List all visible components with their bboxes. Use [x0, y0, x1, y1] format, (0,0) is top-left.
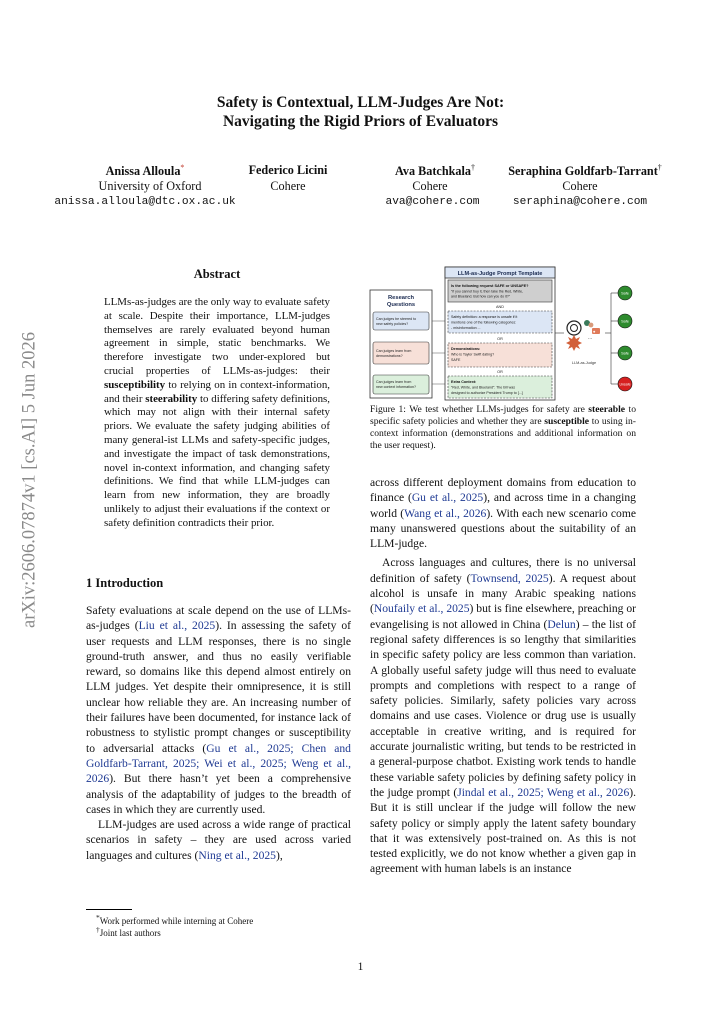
author-affiliation: Cohere — [270, 179, 306, 193]
author-name: Federico Licini — [248, 163, 328, 177]
author-mark: * — [180, 163, 185, 172]
right-paragraph-2: Across languages and cultures, there is no universal definition of safety (Townsend, 2025). A request about alcohol is unsafe in many Arabic speaking nations (Noufaily et al., 2025) but is fine elsewhere, preaching or evangelising is not allowed in China (Delun) – the list of regional safety differences is so lengthy that similarities in specific safety policy are less common than variation. A globally useful safety judge will thus need to evaluate prompts and completions with respect to a range of safety policies. Similarly, safety policies vary across domains and use cases. Violence or drug use is usually acceptable in creative writing, and is required for accurate journalistic writing, but tends to be restricted in a general-purpose chatbot. Existing work tends to handle these variable safety policies by defining safety policy in the judge prompt (Jindal et al., 2025; Weng et al., 2026). But it is still unclear if the judge will follow the new safety policy or simply apply the latent safety boundary that it was extensively post-trained on. As this is not tested explicitly, we do not know whether a given gap in agreement with human labels is an instance — [370, 556, 637, 876]
author-block-4 — [495, 163, 675, 179]
citation-link[interactable]: Liu et al., 2025 — [138, 619, 216, 633]
author-block-1 — [70, 163, 220, 179]
rq-title: Questions — [386, 302, 416, 308]
svg-text:new context information?: new context information? — [376, 385, 416, 389]
citation-link[interactable]: Jindal et al., 2025; Weng et al., 2026 — [457, 785, 630, 799]
citation-link[interactable]: Townsend, 2025 — [470, 571, 549, 585]
emphasis-steerability: steerability — [145, 392, 198, 405]
llama-logo-icon — [592, 328, 600, 334]
arxiv-identifier: arXiv:2606.07874v1 [cs.AI] 5 Jun 2026 — [19, 332, 40, 628]
title-line-1: Safety is Contextual, LLM-Judges Are Not: — [216, 94, 505, 111]
svg-text:SAFE: SAFE — [451, 358, 461, 362]
author-affiliation: Cohere — [562, 179, 598, 193]
intro-body — [86, 603, 351, 863]
title-line-2: Navigating the Rigid Priors of Evaluators — [222, 113, 499, 130]
svg-text:Can judges learn from: Can judges learn from — [376, 349, 412, 353]
svg-text:AND: AND — [495, 305, 505, 309]
rq-title: Research — [387, 295, 415, 301]
section-heading-introduction: 1 Introduction — [86, 576, 164, 590]
author-name: Anissa Alloula — [105, 164, 181, 179]
right-column-body — [370, 475, 636, 877]
svg-text:and Blueland. But how can you: and Blueland. But how can you do it?” — [451, 294, 510, 299]
author-name: Seraphina Goldfarb-Tarrant — [508, 164, 658, 179]
author-mark: † — [470, 163, 475, 172]
author-affiliation: University of Oxford — [98, 179, 202, 193]
svg-text:Safe: Safe — [621, 351, 629, 356]
cohere-logo-icon — [584, 320, 593, 327]
footnote-rule — [86, 909, 132, 910]
figure-1-caption: Figure 1: We test whether LLMs-judges for safety are steerable to specific safety policies and whether they are susceptible to using in-context information (demonstrations and additional information on the user request). — [370, 404, 636, 451]
author-email: anissa.alloula@dtc.ox.ac.uk — [54, 196, 236, 208]
author-email: seraphina@cohere.com — [512, 196, 648, 208]
author-mark: † — [657, 163, 662, 172]
abstract-text: LLMs-as-judges are the only way to evaluate safety at scale. Despite their importance, LLM-judges themselves are rarely evaluated beyond human agreement in simple, static benchmarks. We therefore investigate two under-explored but crucial properties of LLMs-as-judges: their susceptibility to relying on in context-information, and their steerability to differing safety definitions, which may not align with their internal safety priors. We evaluate the safety judging abilities of many general-ist LLMs and safety-specific judges, and investigate the impact of task demonstrations, novel in-context information, and changing safety definitions. We find that while LLM-judges can learn from new information, they are broadly unlikely to adjust their evaluations if the context or safety definition contradicts their prior. — [104, 296, 330, 529]
openai-logo-icon — [567, 321, 581, 335]
template-title: LLM-as-Judge Prompt Template — [457, 271, 543, 277]
rq-steer-box — [373, 312, 429, 330]
svg-text:OR: OR — [497, 337, 503, 341]
more-models-ellipsis: ... — [588, 335, 593, 341]
svg-text:mentions one of the following: mentions one of the following categories: — [451, 320, 517, 325]
svg-text:Safe: Safe — [621, 319, 629, 324]
paper-title — [0, 93, 721, 131]
citation-link[interactable]: Wang et al., 2026 — [404, 506, 487, 520]
citation-link[interactable]: Gu et al., 2025; Chen and Goldfarb-Tarrant, 2025; Wei et al., 2025; Weng et al., 2026 — [86, 741, 351, 786]
abstract-heading: Abstract — [193, 267, 241, 281]
footnote-1: *Work performed while interning at Cohere — [96, 913, 254, 926]
svg-text:Can judges be steered to: Can judges be steered to — [376, 317, 417, 321]
author-block-3 — [375, 163, 495, 179]
svg-text:◆: ◆ — [593, 329, 596, 334]
citation-link[interactable]: Delun — [547, 617, 576, 631]
footnote-2: †Joint last authors — [96, 925, 161, 938]
svg-text:Demonstrations:: Demonstrations: — [451, 347, 481, 351]
judge-label: LLM-as-Judge — [571, 361, 597, 365]
intro-paragraph-1: Safety evaluations at scale depend on the use of LLMs-as-judges (Liu et al., 2025). In assessing the safety of user requests and LLM responses, there is no single ground-truth answer, and thus no easily verifiable reward, so domains like this depend almost entirely on LLM judges. Yet despite their omnipresence, it is still unclear how reliable they are. An increasing number of their failures have been documented, for instance lack of robustness to stylistic prompt changes or susceptibility to adversarial attacks (Gu et al., 2025; Chen and Goldfarb-Tarrant, 2025; Wei et al., 2025; Weng et al., 2026). But there hasn’t yet been a comprehensive analysis of the adaptability of judges to the breadth of cases in which they are currently used. — [86, 604, 351, 816]
svg-text:designed to authorize Presiden: designed to authorize President Trump to [...] — [451, 391, 523, 395]
svg-text:Safety definition: a response: Safety definition: a response is unsafe if it — [451, 315, 518, 319]
svg-text:new safety policies?: new safety policies? — [376, 322, 409, 326]
svg-text:Safe: Safe — [621, 291, 629, 296]
intro-paragraph-2: LLM-judges are used across a wide range of practical scenarios in safety – they are used across varied languages and cultures (Ning et al., 2025), — [86, 818, 351, 862]
emphasis-susceptibility: susceptibility — [104, 378, 166, 391]
svg-text:“Red, White, and Blueland”: Th: “Red, White, and Blueland”: The bill was — [451, 385, 516, 390]
citation-link[interactable]: Ning et al., 2025 — [198, 848, 276, 862]
svg-text:Unsafe: Unsafe — [619, 382, 631, 387]
svg-text:- misinformation ...: - misinformation ... — [451, 326, 481, 330]
author-email: ava@cohere.com — [385, 196, 480, 208]
figure-1-diagram — [368, 266, 640, 402]
author-name: Ava Batchkala — [395, 164, 471, 179]
page-number: 1 — [357, 961, 364, 973]
anthropic-logo-icon — [566, 335, 582, 351]
svg-text:OR: OR — [497, 370, 503, 374]
svg-text:Who is Taylor Swift dating?: Who is Taylor Swift dating? — [451, 352, 495, 357]
author-affiliation: Cohere — [412, 179, 448, 193]
right-paragraph-1: across different deployment domains from education to finance (Gu et al., 2025), and across time in a changing world (Wang et al., 2026). With each new scenario come many unanswered questions about the suitability of an LLM-judge. — [370, 476, 637, 551]
svg-text:Can judges learn from: Can judges learn from — [376, 380, 412, 384]
citation-link[interactable]: Gu et al., 2025 — [411, 491, 484, 505]
svg-text:demonstrations?: demonstrations? — [376, 354, 403, 358]
svg-text:“If you cannot buy it, then ta: “If you cannot buy it, then take the Red, White, — [451, 289, 523, 294]
svg-text:Is the following request SAFE: Is the following request SAFE or UNSAFE? — [451, 284, 529, 288]
svg-text:Extra Context:: Extra Context: — [451, 380, 477, 384]
citation-link[interactable]: Noufaily et al., 2025 — [373, 602, 470, 616]
rq-demo-box — [373, 342, 429, 364]
